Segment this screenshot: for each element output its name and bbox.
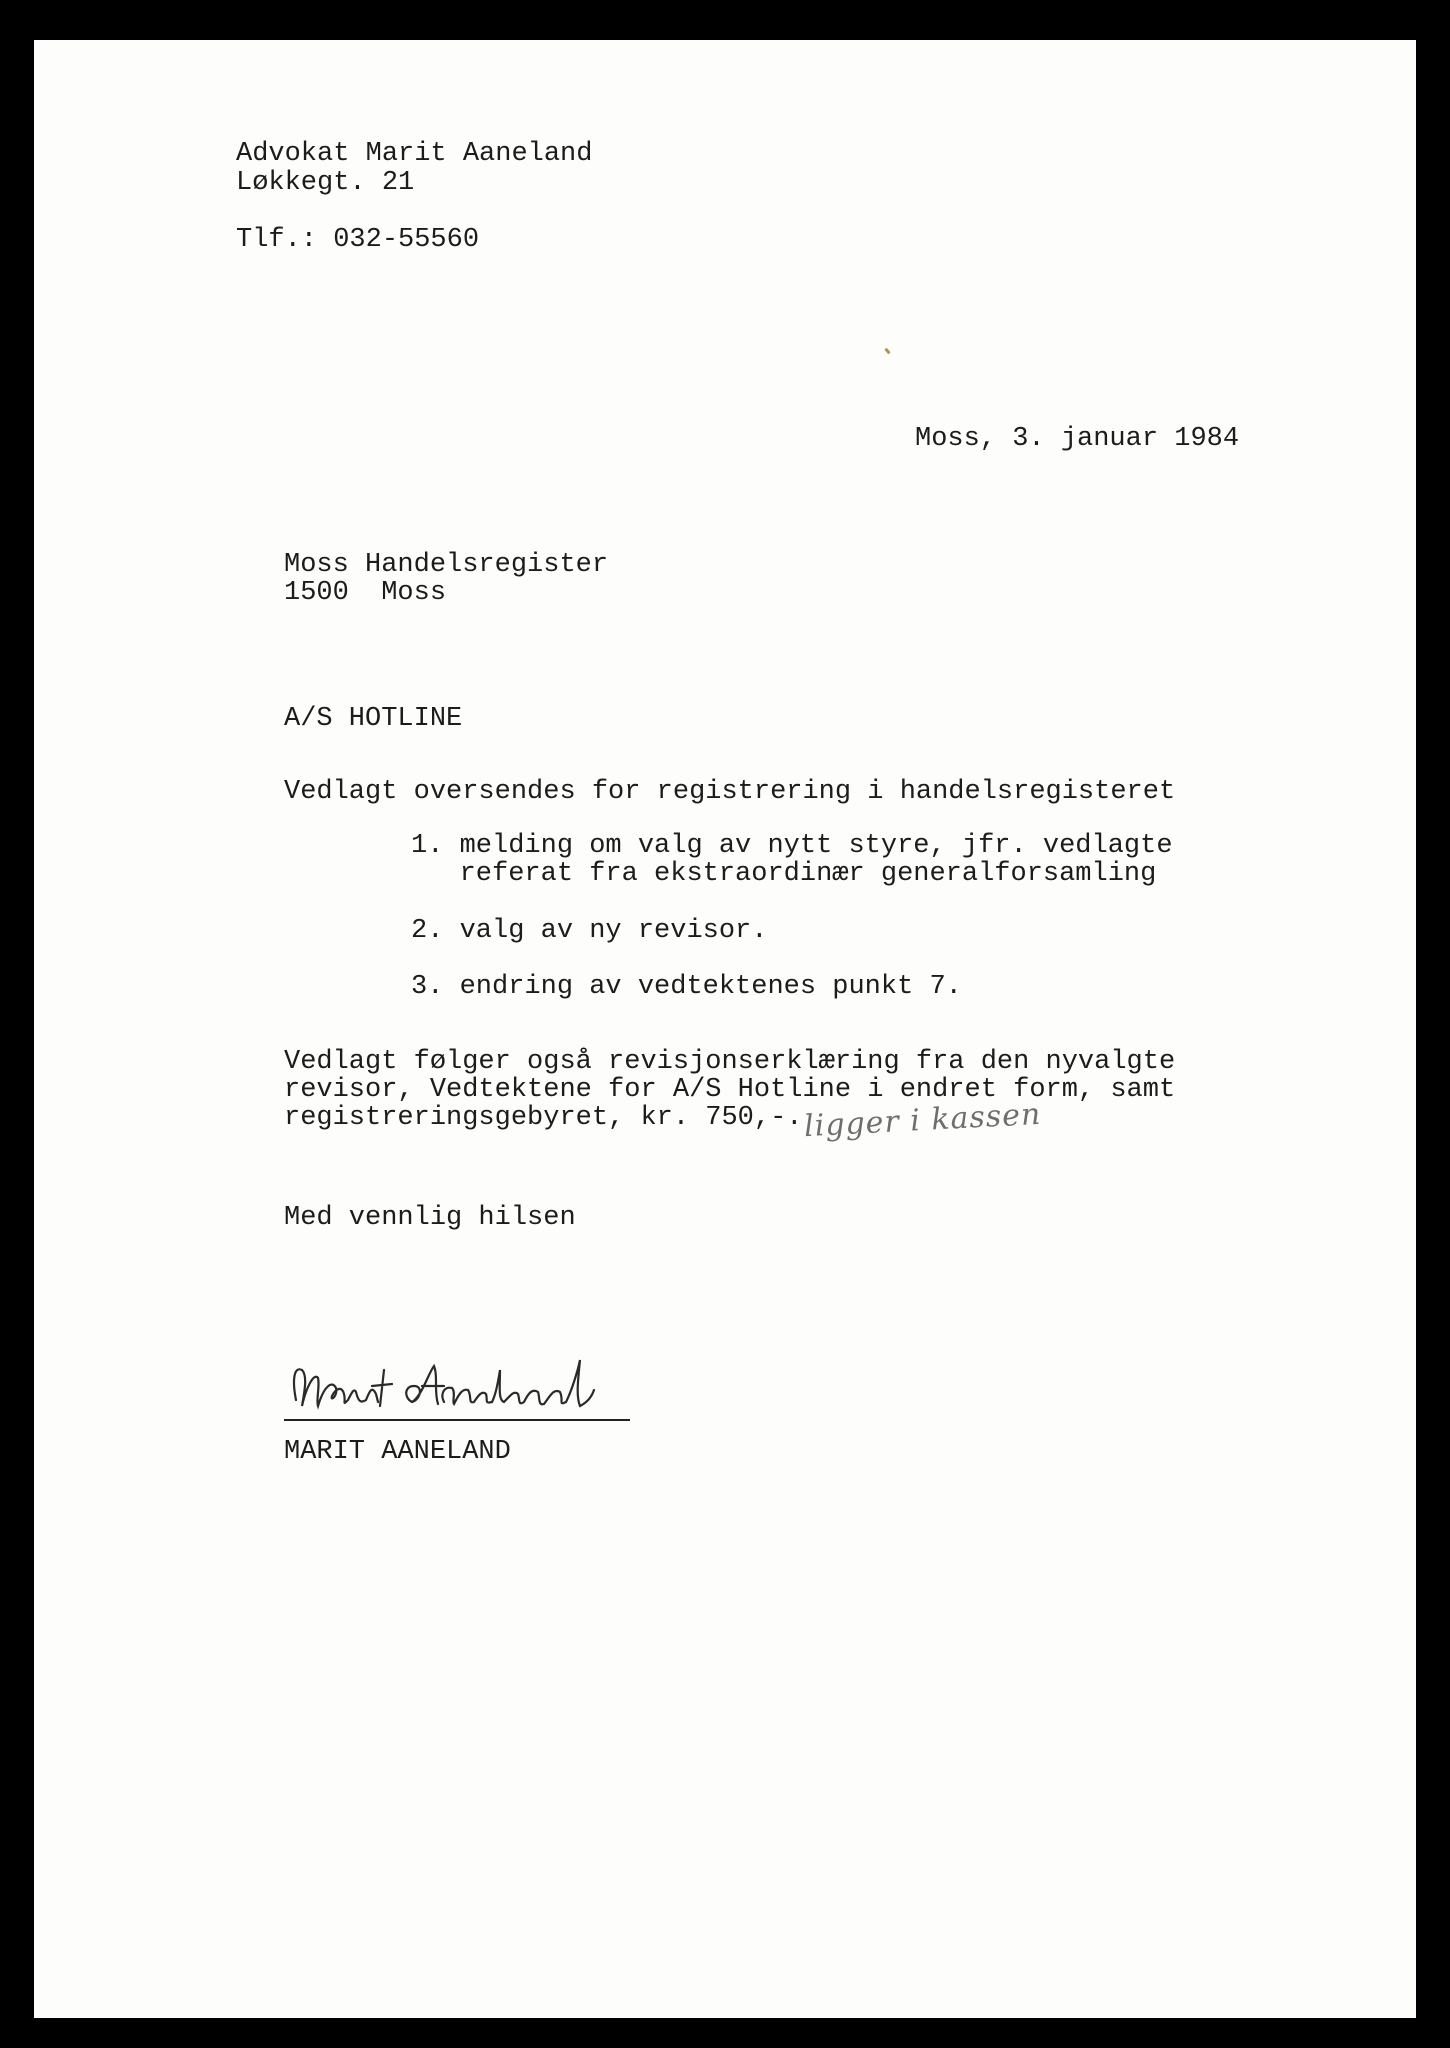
sender-phone: Tlf.: 032-55560 [236, 225, 480, 255]
sender-name: Advokat Marit Aaneland [236, 139, 593, 169]
paper-speck [884, 348, 890, 355]
subject-line: A/S HOTLINE [284, 704, 463, 734]
list-item-1-line-2: referat fra ekstraordinær generalforsamling [411, 859, 1157, 889]
date-line: Moss, 3. januar 1984 [915, 424, 1240, 454]
recipient-name: Moss Handelsregister [284, 550, 609, 580]
closing-line-3: registreringsgebyret, kr. 750,-. [284, 1103, 803, 1133]
list-item-3: 3. endring av vedtektenes punkt 7. [411, 972, 962, 1002]
signature-drawing [288, 1330, 628, 1430]
handwritten-note: ligger i kassen [803, 1096, 1043, 1145]
closing-line-1: Vedlagt følger også revisjonserklæring fra den nyvalgte [284, 1047, 1176, 1077]
signature-line [284, 1419, 630, 1421]
closing-line-2: revisor, Vedtektene for A/S Hotline i endret form, samt [284, 1075, 1176, 1105]
list-item-1-line-1: 1. melding om valg av nytt styre, jfr. vedlagte [411, 831, 1173, 861]
intro-paragraph: Vedlagt oversendes for registrering i handelsregisteret [284, 777, 1176, 807]
signer-name: MARIT AANELAND [284, 1437, 511, 1467]
recipient-city: 1500 Moss [284, 578, 447, 608]
signature [288, 1330, 628, 1430]
letter-page [34, 40, 1416, 2018]
list-item-2: 2. valg av ny revisor. [411, 916, 768, 946]
greeting: Med vennlig hilsen [284, 1203, 576, 1233]
sender-street: Løkkegt. 21 [236, 168, 415, 198]
